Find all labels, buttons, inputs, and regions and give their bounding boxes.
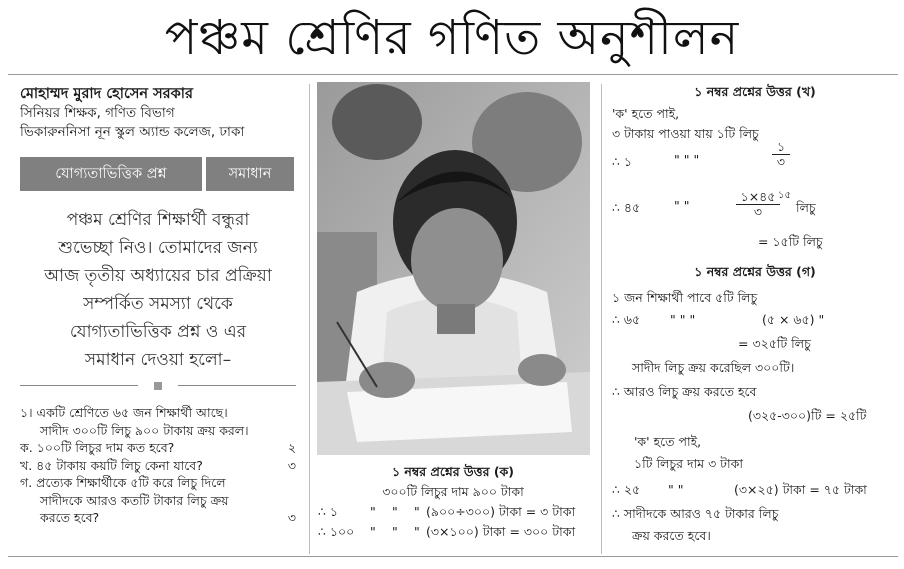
- answer-ditto: " " ": [670, 312, 696, 327]
- question-line: সাদীদ ৩০০টি লিচু ৯০০ টাকায় ক্রয় করল।: [40, 422, 249, 438]
- section-tabs: [20, 157, 294, 191]
- section-divider: [20, 382, 296, 390]
- intro-line: যোগ্যতাভিত্তিক প্রশ্ন ও এর: [69, 322, 247, 342]
- question-item: [20, 509, 300, 527]
- fraction-denominator: ৩: [776, 154, 786, 169]
- bottom-rule: [8, 556, 898, 557]
- answer-cell: ": [392, 524, 398, 539]
- fraction-denominator: ৩: [753, 204, 763, 219]
- answer-cell: ": [414, 524, 420, 539]
- question-list: [20, 404, 300, 527]
- answer-cell: (৩×১০০) টাকা = ৩০০ টাকা: [426, 524, 576, 539]
- answer-line: (৩×২৫) টাকা = ৭৫ টাকা: [734, 482, 867, 497]
- author-name: মোহাম্মদ মুরাদ হোসেন সরকার: [20, 86, 193, 102]
- answer-line: (৩২৫-৩০০)টি = ২৫টি: [748, 408, 867, 423]
- answer-line: ৩০০টি লিচুর দাম ৯০০ টাকা: [382, 484, 524, 499]
- answer-cell: ∴ ১: [318, 504, 339, 519]
- question-line: ১। একটি শ্রেণিতে ৬৫ জন শিক্ষার্থী আছে।: [20, 405, 228, 420]
- intro-line: সমাধান দেওয়া হলো–: [84, 350, 232, 370]
- answer-line: সাদীদ লিচু ক্রয় করেছিল ৩০০টি।: [632, 360, 795, 375]
- page-title: পঞ্চম শ্রেণির গণিত অনুশীলন: [164, 10, 740, 66]
- tab-solution: সমাধান: [206, 157, 294, 191]
- answer-g-heading: ১ নম্বর প্রশ্নের উত্তর (গ): [694, 264, 816, 279]
- answer-unit: লিচু: [796, 200, 816, 215]
- answer-line: 'ক' হতে পাই,: [634, 434, 702, 449]
- answer-cell: ∴ ১০০: [318, 524, 355, 539]
- author-role: সিনিয়র শিক্ষক, গণিত বিভাগ: [20, 105, 175, 121]
- answer-row: [312, 502, 594, 522]
- answer-line: ∴ ৪৫: [612, 200, 641, 215]
- question-text: করতে হবে?: [40, 510, 100, 525]
- student-writing-photo: [317, 82, 590, 455]
- question-line: সাদীদকে আরও কতটি টাকার লিচু ক্রয়: [40, 492, 229, 508]
- answer-line: = ৩২৫টি লিচু: [738, 336, 811, 351]
- answer-line: ∴ ৬৫: [612, 312, 641, 327]
- answer-kh-heading: ১ নম্বর প্রশ্নের উত্তর (খ): [694, 84, 816, 99]
- answer-line: ১ জন শিক্ষার্থী পাবে ৫টি লিচু: [612, 290, 758, 305]
- intro-line: পঞ্চম শ্রেণির শিক্ষার্থী বন্ধুরা: [66, 210, 250, 230]
- answer-cell: ": [392, 504, 398, 519]
- column-rule: [601, 84, 602, 554]
- question-text: ক. ১০০টি লিচুর দাম কত হবে?: [20, 440, 175, 455]
- question-item: [20, 439, 300, 457]
- intro-line: আজ তৃতীয় অধ্যায়ের চার প্রক্রিয়া: [44, 266, 272, 286]
- answer-k: [312, 462, 594, 542]
- fraction-numerator: ১: [772, 140, 790, 155]
- question-mark: ৩: [287, 457, 296, 473]
- answer-ditto: " ": [668, 482, 684, 497]
- answer-ditto: " ": [674, 198, 690, 213]
- answer-cell: ": [370, 524, 376, 539]
- answer-row: [312, 522, 594, 542]
- answer-cell: ": [370, 504, 376, 519]
- answer-line: ১টি লিচুর দাম ৩ টাকা: [634, 456, 743, 471]
- question-line: গ. প্রত্যেক শিক্ষার্থীকে ৫টি করে লিচু দিলে: [20, 475, 226, 490]
- tab-competency-questions: যোগ্যতাভিত্তিক প্রশ্ন: [20, 157, 202, 191]
- intro-line: শুভেচ্ছা নিও। তোমাদের জন্য: [58, 238, 258, 258]
- question-mark: ৩: [287, 510, 296, 525]
- fraction: [736, 190, 780, 219]
- author-school: ভিকারুননিসা নূন স্কুল অ্যান্ড কলেজ, ঢাকা: [20, 124, 245, 140]
- answer-cell: ": [414, 504, 420, 519]
- answer-line: ∴ সাদীদকে আরও ৭৫ টাকার লিচু: [612, 506, 779, 521]
- intro-text: [20, 206, 296, 374]
- author-block: [20, 84, 310, 142]
- fraction: [772, 140, 790, 169]
- answer-line: ৩ টাকায় পাওয়া যায় ১টি লিচু: [612, 126, 759, 141]
- question-text: খ. ৪৫ টাকায় কয়টি লিচু কেনা যাবে?: [20, 457, 203, 473]
- answer-line: ক্রয় করতে হবে।: [632, 528, 711, 543]
- answer-line: = ১৫টি লিচু: [758, 234, 823, 249]
- intro-line: সম্পর্কিত সমস্যা থেকে: [83, 294, 233, 314]
- question-item: [20, 457, 300, 475]
- title-rule: [8, 74, 898, 75]
- fraction-numerator: ১×৪৫: [736, 190, 780, 205]
- answer-line: ∴ ১: [612, 154, 633, 169]
- answer-line: (৫ × ৬৫) ": [762, 312, 825, 327]
- divider-square-icon: [154, 382, 162, 390]
- cancel-result: ১৫: [778, 190, 791, 201]
- answer-line: ∴ আরও লিচু ক্রয় করতে হবে: [612, 384, 757, 399]
- column-rule: [309, 84, 310, 554]
- answer-ditto: " " ": [674, 152, 700, 167]
- question-mark: ২: [287, 440, 296, 455]
- answer-cell: (৯০০÷৩০০) টাকা = ৩ টাকা: [426, 504, 576, 519]
- answer-line: ∴ ২৫: [612, 482, 641, 497]
- answer-k-heading: ১ নম্বর প্রশ্নের উত্তর (ক): [391, 464, 515, 479]
- answer-line: 'ক' হতে পাই,: [612, 106, 680, 121]
